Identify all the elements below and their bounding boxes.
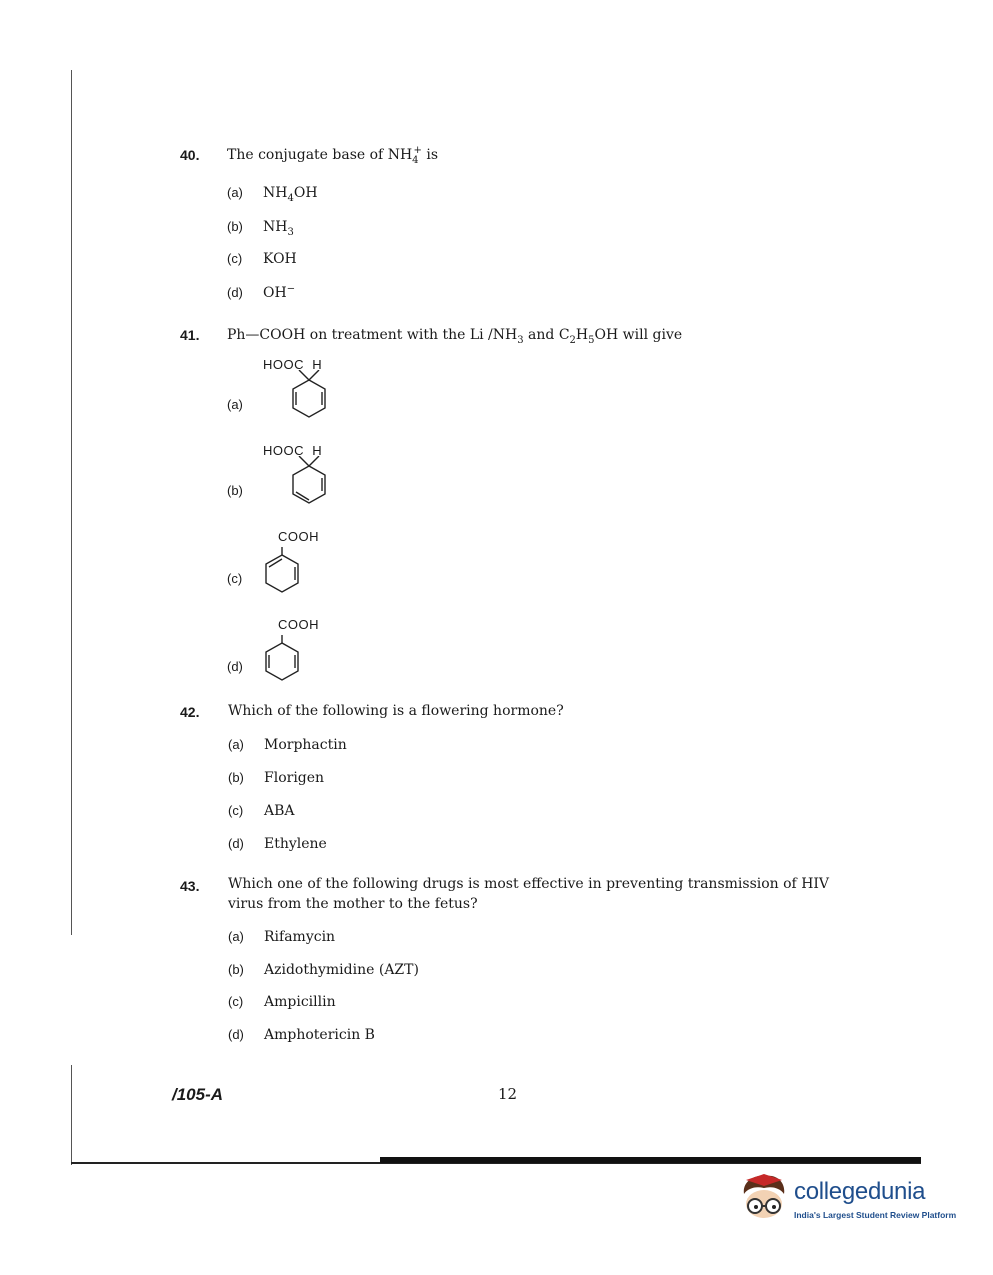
option-a[interactable]: (a) $NH_4OH$ — [227, 185, 318, 204]
brand-tagline: India's Largest Student Review Platform — [794, 1210, 957, 1220]
option-b[interactable]: (b) Florigen — [228, 770, 325, 786]
option-label: (c) — [227, 251, 243, 266]
page-number: 12 — [498, 1085, 518, 1103]
left-margin-line — [71, 70, 72, 935]
cyclohexadiene-structure-c — [258, 545, 308, 601]
option-label: (a) — [228, 929, 244, 944]
question-text-line2: virus from the mother to the fetus? — [228, 896, 478, 912]
structure-substituent-label: COOH — [278, 617, 319, 632]
question-number: 40. — [180, 147, 200, 163]
question-text: Ph—COOH on treatment with the Li $/NH_3$ and $C_2H_5OH$ will give — [227, 327, 683, 346]
structure-substituent-label: COOH — [278, 529, 319, 544]
structure-substituent-label: HOOC H — [263, 443, 323, 458]
collegedunia-logo — [736, 1172, 966, 1232]
option-d[interactable]: (d) Ethylene — [228, 836, 327, 852]
question-number: 42. — [180, 704, 200, 720]
option-label: (a) — [227, 397, 243, 412]
option-d[interactable]: (d) Amphotericin B — [228, 1027, 375, 1043]
cyclohexadiene-structure-b — [285, 456, 335, 512]
cyclohexadiene-structure-a — [285, 370, 335, 426]
cyclohexadiene-structure-d — [258, 633, 308, 689]
option-b[interactable]: (b) Azidothymidine (AZT) — [228, 962, 419, 978]
option-label: (d) — [228, 836, 244, 851]
option-label: (c) — [227, 571, 243, 586]
option-label: (b) — [227, 219, 243, 234]
option-label: (d) — [228, 1027, 244, 1042]
question-text: Which of the following is a flowering hormone? — [228, 703, 564, 719]
option-label: (a) — [228, 737, 244, 752]
option-label: (c) — [228, 803, 244, 818]
footer-margin-line — [71, 1065, 72, 1165]
option-label: (b) — [228, 962, 244, 977]
question-text-line1: Which one of the following drugs is most effective in preventing transmission of HIV — [228, 876, 830, 892]
option-c[interactable]: (c) ABA — [228, 803, 295, 819]
option-a[interactable] — [227, 397, 263, 413]
option-d[interactable]: (d) OH− — [227, 283, 296, 301]
bottom-rule-thick — [380, 1157, 921, 1163]
mascot-icon — [736, 1172, 792, 1232]
option-label: (c) — [228, 994, 244, 1009]
option-label: (d) — [227, 285, 243, 300]
option-a[interactable]: (a) Rifamycin — [228, 929, 336, 945]
paper-code: /105-A — [172, 1085, 224, 1104]
option-b[interactable] — [227, 483, 263, 499]
option-a[interactable]: (a) Morphactin — [228, 737, 347, 753]
option-b[interactable]: (b) $NH_3$ — [227, 219, 294, 238]
option-label: (d) — [227, 659, 243, 674]
brand-name: collegedunia — [794, 1178, 926, 1205]
structure-substituent-label: HOOC H — [263, 357, 323, 372]
option-label: (a) — [227, 185, 243, 200]
option-label: (b) — [227, 483, 243, 498]
option-label: (b) — [228, 770, 244, 785]
question-text: The conjugate base of $NH_4^+$ is — [227, 145, 439, 166]
question-number: 41. — [180, 327, 200, 343]
option-c[interactable]: (c) Ampicillin — [228, 994, 336, 1010]
question-number: 43. — [180, 878, 200, 894]
option-c[interactable]: (c) KOH — [227, 251, 297, 267]
